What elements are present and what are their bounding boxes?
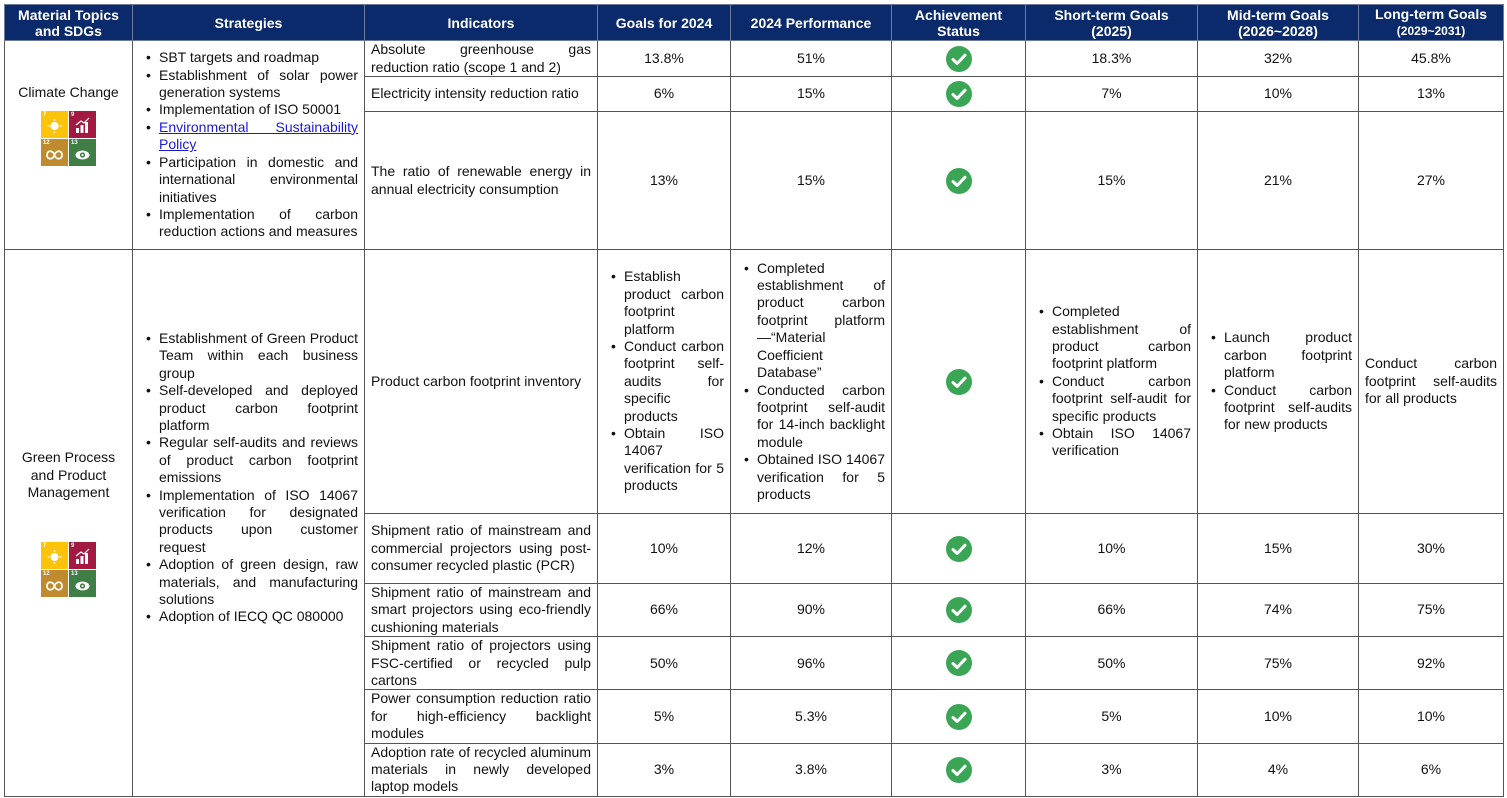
short-term-cell: 10% — [1026, 514, 1198, 584]
check-circle-icon — [946, 168, 972, 194]
sdg-13-icon — [69, 139, 96, 166]
header-long-term-title: Long-term Goals — [1374, 6, 1487, 22]
indicator-cell: Shipment ratio of mainstream and smart projectors using eco-friendly cushioning materials — [365, 584, 598, 637]
status-cell — [892, 77, 1026, 112]
mid-term-cell: 21% — [1198, 112, 1359, 250]
goal-item: • Conduct carbon footprint self-audits for specific products — [624, 338, 724, 425]
performance-item: • Completed establishment of product carbon footprint platform—“Material Coefficient Database” — [757, 260, 885, 382]
sdg-12-icon — [41, 570, 68, 597]
check-circle-icon — [946, 369, 972, 395]
goal-item: • Obtain ISO 14067 verification for 5 products — [624, 425, 724, 495]
header-long-term — [1359, 5, 1504, 41]
status-cell — [892, 112, 1026, 250]
goals-table — [4, 4, 1504, 797]
strategy-item: • Establishment of solar power generation systems — [159, 67, 358, 102]
indicator-cell: Power consumption reduction ratio for high-efficiency backlight modules — [365, 690, 598, 743]
strategy-item — [159, 119, 358, 154]
short-term-cell: 5% — [1026, 690, 1198, 743]
sdg-7-icon — [41, 111, 68, 138]
sdg-number: 9 — [71, 542, 75, 549]
header-mid-term-years: (2026~2028) — [1238, 22, 1318, 39]
goal-2024-cell: 50% — [598, 637, 731, 690]
topic-green-process — [5, 250, 133, 797]
strategy-item: • Adoption of green design, raw materials, and manufacturing solutions — [159, 556, 358, 608]
mid-term-item: • Launch product carbon footprint platform — [1224, 329, 1352, 381]
status-cell — [892, 41, 1026, 77]
check-circle-icon — [946, 597, 972, 623]
header-achievement-status: Achievement Status — [892, 5, 1026, 41]
performance-2024-cell: 15% — [731, 77, 892, 112]
mid-term-item: • Conduct carbon footprint self-audits for new products — [1224, 382, 1352, 434]
mid-term-cell: 10% — [1198, 77, 1359, 112]
performance-2024-cell: 3.8% — [731, 743, 892, 796]
header-performance-2024: 2024 Performance — [731, 5, 892, 41]
environmental-policy-link[interactable]: Environmental Sustainability Policy — [159, 118, 358, 153]
short-term-item: • Obtain ISO 14067 verification — [1052, 425, 1191, 460]
strategy-item: • Self-developed and deployed product carbon footprint platform — [159, 382, 358, 434]
check-circle-icon — [946, 81, 972, 107]
strategies-climate — [133, 41, 365, 250]
short-term-cell: 50% — [1026, 637, 1198, 690]
long-term-cell: Conduct carbon footprint self-audits for all products — [1359, 250, 1504, 514]
goal-2024-cell: 13.8% — [598, 41, 731, 77]
status-cell — [892, 743, 1026, 796]
sdg-9-icon — [69, 111, 96, 138]
header-short-term — [1026, 5, 1198, 41]
check-circle-icon — [946, 757, 972, 783]
sdg-icon-grid — [41, 542, 96, 597]
sdg-number: 12 — [43, 570, 50, 577]
long-term-cell: 92% — [1359, 637, 1504, 690]
indicator-cell: The ratio of renewable energy in annual electricity consumption — [365, 112, 598, 250]
status-cell — [892, 584, 1026, 637]
goal-2024-cell: 6% — [598, 77, 731, 112]
performance-2024-cell — [731, 250, 892, 514]
table-row — [5, 41, 1504, 77]
performance-2024-cell: 5.3% — [731, 690, 892, 743]
header-topics: Material Topics and SDGs — [5, 5, 133, 41]
status-cell — [892, 690, 1026, 743]
strategy-item: • Implementation of ISO 14067 verification for designated products upon customer request — [159, 487, 358, 557]
mid-term-cell: 4% — [1198, 743, 1359, 796]
sdg-icon-grid — [41, 111, 96, 166]
check-circle-icon — [946, 704, 972, 730]
strategy-item: • Implementation of ISO 50001 — [159, 101, 358, 118]
short-term-cell: 66% — [1026, 584, 1198, 637]
goal-2024-cell — [598, 250, 731, 514]
indicator-cell: Absolute greenhouse gas reduction ratio (scope 1 and 2) — [365, 41, 598, 77]
short-term-cell: 15% — [1026, 112, 1198, 250]
strategy-list — [139, 49, 358, 240]
mid-term-list — [1204, 329, 1352, 433]
check-circle-icon — [946, 46, 972, 72]
performance-2024-cell: 15% — [731, 112, 892, 250]
status-cell — [892, 250, 1026, 514]
long-term-cell: 6% — [1359, 743, 1504, 796]
long-term-cell: 10% — [1359, 690, 1504, 743]
sdg-number: 7 — [43, 542, 47, 549]
sdg-12-icon — [41, 139, 68, 166]
short-term-cell: 18.3% — [1026, 41, 1198, 77]
performance-2024-cell: 90% — [731, 584, 892, 637]
check-circle-icon — [946, 650, 972, 676]
performance-item: • Obtained ISO 14067 verification for 5 products — [757, 451, 885, 503]
mid-term-cell: 10% — [1198, 690, 1359, 743]
indicator-cell: Electricity intensity reduction ratio — [365, 77, 598, 112]
sdg-number: 13 — [71, 570, 78, 577]
strategy-list — [139, 330, 358, 626]
mid-term-cell — [1198, 250, 1359, 514]
mid-term-cell: 15% — [1198, 514, 1359, 584]
long-term-cell: 13% — [1359, 77, 1504, 112]
mid-term-cell: 74% — [1198, 584, 1359, 637]
performance-2024-cell: 96% — [731, 637, 892, 690]
sdg-13-icon — [69, 570, 96, 597]
short-term-item: • Completed establishment of product carbon footprint platform — [1052, 303, 1191, 373]
sdg-number: 7 — [43, 112, 47, 119]
sdg-number: 9 — [71, 112, 75, 119]
mid-term-cell: 32% — [1198, 41, 1359, 77]
short-term-list — [1032, 303, 1191, 460]
header-row — [5, 5, 1504, 41]
long-term-cell: 27% — [1359, 112, 1504, 250]
sdg-9-icon — [69, 542, 96, 569]
header-short-term-years: (2025) — [1091, 22, 1132, 39]
strategy-item: • SBT targets and roadmap — [159, 49, 358, 66]
status-cell — [892, 637, 1026, 690]
table-row — [5, 250, 1504, 514]
topic-title: Climate Change — [18, 83, 119, 100]
short-term-cell: 3% — [1026, 743, 1198, 796]
goal-2024-cell: 13% — [598, 112, 731, 250]
header-goals-2024: Goals for 2024 — [598, 5, 731, 41]
performance-2024-cell: 51% — [731, 41, 892, 77]
strategy-item: • Establishment of Green Product Team within each business group — [159, 330, 358, 382]
header-long-term-years: (2029~2031) — [1396, 24, 1466, 38]
check-circle-icon — [946, 536, 972, 562]
long-term-cell: 30% — [1359, 514, 1504, 584]
goal-2024-cell: 10% — [598, 514, 731, 584]
indicator-cell: Shipment ratio of projectors using FSC-certified or recycled pulp cartons — [365, 637, 598, 690]
status-cell — [892, 514, 1026, 584]
short-term-cell: 7% — [1026, 77, 1198, 112]
performance-2024-cell: 12% — [731, 514, 892, 584]
indicator-cell: Shipment ratio of mainstream and commercial projectors using post-consumer recycled plastic (PCR) — [365, 514, 598, 584]
header-strategies: Strategies — [133, 5, 365, 41]
strategy-item: • Regular self-audits and reviews of product carbon footprint emissions — [159, 434, 358, 486]
header-mid-term — [1198, 5, 1359, 41]
goal-list — [604, 268, 724, 494]
strategy-item: • Adoption of IECQ QC 080000 — [159, 608, 358, 625]
indicator-cell: Adoption rate of recycled aluminum materials in newly developed laptop models — [365, 743, 598, 796]
goal-2024-cell: 3% — [598, 743, 731, 796]
header-indicators: Indicators — [365, 5, 598, 41]
topic-climate-change — [5, 41, 133, 250]
goal-2024-cell: 5% — [598, 690, 731, 743]
header-mid-term-title: Mid-term Goals — [1227, 6, 1329, 23]
goal-item: • Establish product carbon footprint platform — [624, 268, 724, 338]
strategy-item: • Implementation of carbon reduction actions and measures — [159, 206, 358, 241]
indicator-cell: Product carbon footprint inventory — [365, 250, 598, 514]
goal-2024-cell: 66% — [598, 584, 731, 637]
sdg-7-icon — [41, 542, 68, 569]
long-term-cell: 75% — [1359, 584, 1504, 637]
short-term-item: • Conduct carbon footprint self-audit for specific products — [1052, 373, 1191, 425]
performance-list — [737, 260, 885, 504]
strategies-green — [133, 250, 365, 797]
strategy-item: • Participation in domestic and international environmental initiatives — [159, 154, 358, 206]
mid-term-cell: 75% — [1198, 637, 1359, 690]
short-term-cell — [1026, 250, 1198, 514]
long-term-cell: 45.8% — [1359, 41, 1504, 77]
performance-item: • Conducted carbon footprint self-audit for 14-inch backlight module — [757, 382, 885, 452]
topic-title: Green Process and Product Management — [21, 449, 116, 501]
sdg-number: 12 — [43, 140, 50, 147]
header-short-term-title: Short-term Goals — [1054, 6, 1169, 23]
sdg-number: 13 — [71, 140, 78, 147]
